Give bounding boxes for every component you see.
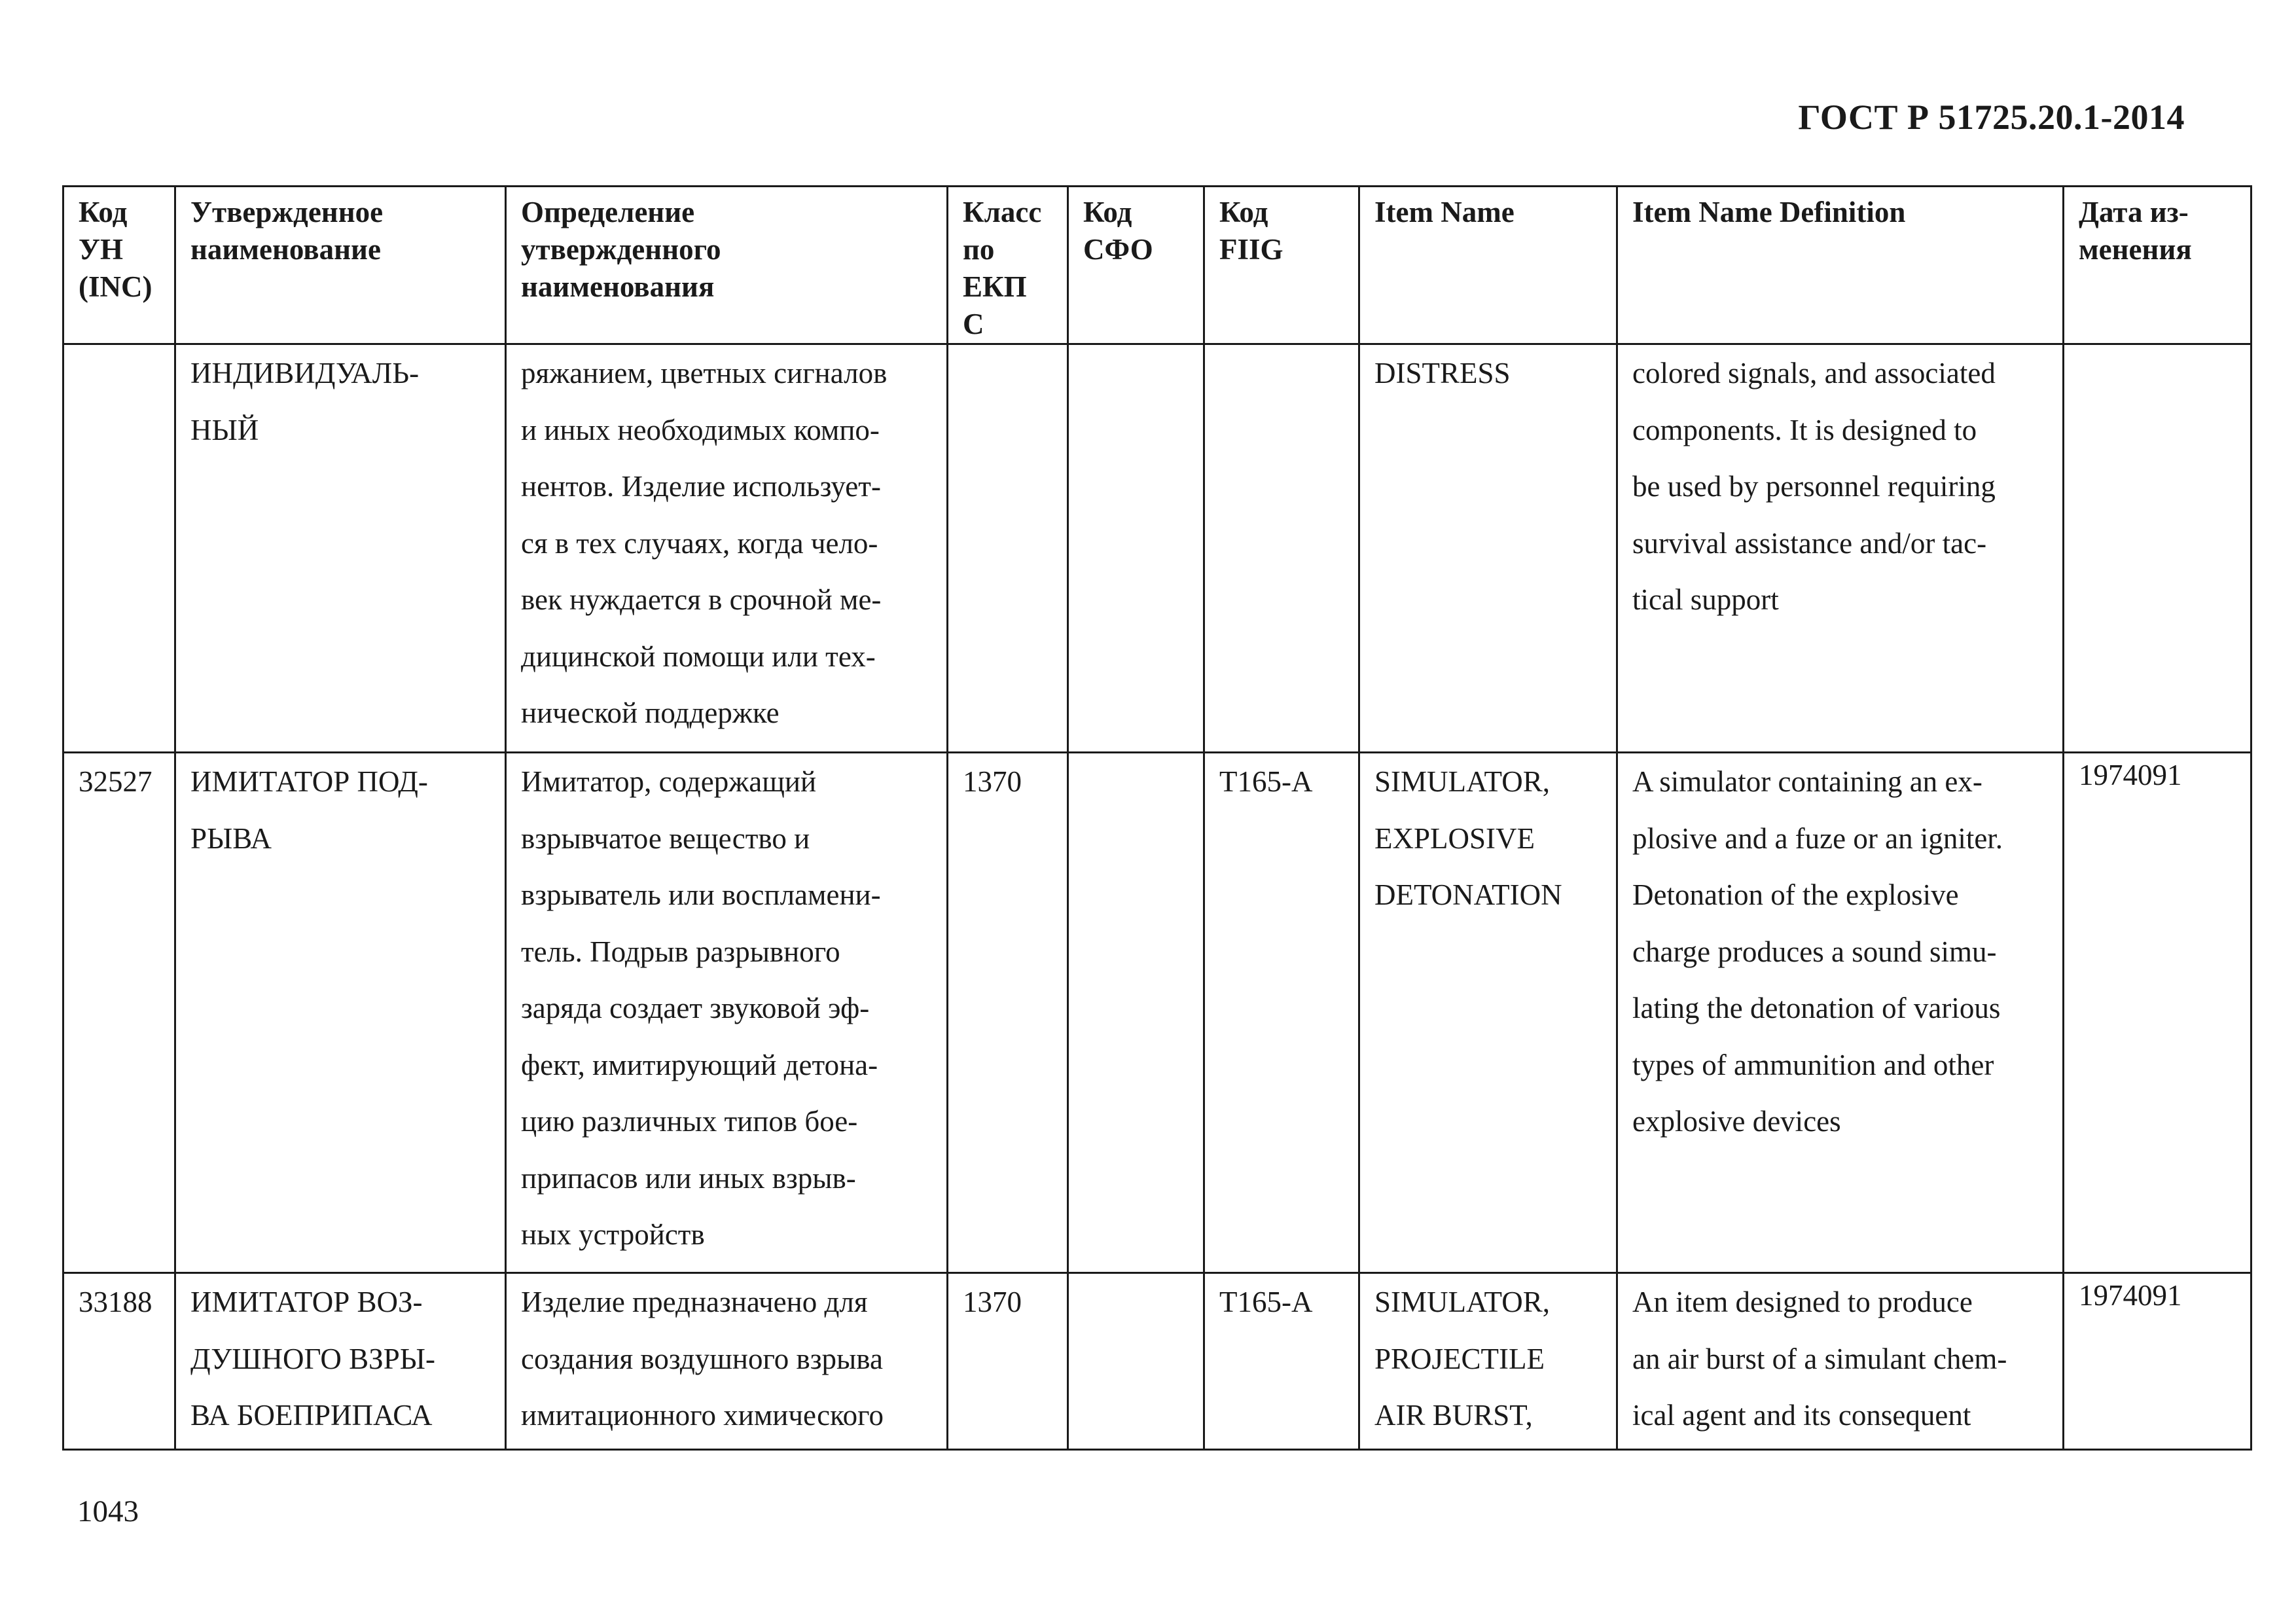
definition-cell: Имитатор, содержащий взрывчатое вещество и взрыватель или воспламени- тель. Подрыв разрывного заряда создает звуковой эф- фект, имитирующий детона- цию различных типов бое- припасов или иных взрыв- ных устройств (506, 753, 948, 1273)
sfo-cell (1068, 753, 1204, 1273)
date-cell: 1974091 (2064, 753, 2251, 1273)
standard-number: ГОСТ Р 51725.20.1-2014 (1798, 98, 2185, 137)
approved-name-cell: ИНДИВИДУАЛЬ- НЫЙ (175, 344, 506, 753)
page-number: 1043 (77, 1494, 139, 1528)
header-sfo-code: Код СФО (1068, 187, 1204, 344)
approved-name-cell: ИМИТАТОР ПОД- РЫВА (175, 753, 506, 1273)
header-definition: Определение утвержденного наименования (506, 187, 948, 344)
date-cell: 1974091 (2064, 1273, 2251, 1450)
table-row (63, 344, 2251, 753)
item-definition-cell: colored signals, and associated components. It is designed to be used by personnel requiring survival assistance and/or tac- tical support (1617, 344, 2064, 753)
sfo-cell (1068, 344, 1204, 753)
sfo-cell (1068, 1273, 1204, 1450)
item-name-cell: DISTRESS (1359, 344, 1617, 753)
inc-cell (63, 344, 175, 753)
header-approved-name: Утвержденное наименование (175, 187, 506, 344)
table-row (63, 753, 2251, 1273)
item-definition-cell: A simulator containing an ex- plosive and a fuze or an igniter. Detonation of the explosive charge produces a sound simu- lating the detonation of various types of ammunition and other explosive devices (1617, 753, 2064, 1273)
inc-cell: 33188 (63, 1273, 175, 1450)
class-cell: 1370 (948, 753, 1068, 1273)
header-change-date: Дата из- менения (2064, 187, 2251, 344)
definition-cell: Изделие предназначено для создания воздушного взрыва имитационного химического (506, 1273, 948, 1450)
fiig-cell (1204, 344, 1359, 753)
inc-cell: 32527 (63, 753, 175, 1273)
class-cell: 1370 (948, 1273, 1068, 1450)
item-definition-cell: An item designed to produce an air burst of a simulant chem- ical agent and its consequent (1617, 1273, 2064, 1450)
date-cell (2064, 344, 2251, 753)
table-row (63, 1273, 2251, 1450)
header-fiig-code: Код FIIG (1204, 187, 1359, 344)
class-cell (948, 344, 1068, 753)
header-item-name: Item Name (1359, 187, 1617, 344)
fiig-cell: T165-A (1204, 753, 1359, 1273)
header-class: Класс по ЕКП С (948, 187, 1068, 344)
fiig-cell: T165-A (1204, 1273, 1359, 1450)
approved-name-cell: ИМИТАТОР ВОЗ- ДУШНОГО ВЗРЫ- ВА БОЕПРИПАСА (175, 1273, 506, 1450)
definition-cell: ряжанием, цветных сигналов и иных необходимых компо- нентов. Изделие использует- ся в тех случаях, когда чело- век нуждается в срочной ме- дицинской помощи или тех- нической поддержке (506, 344, 948, 753)
item-name-cell: SIMULATOR, EXPLOSIVE DETONATION (1359, 753, 1617, 1273)
catalog-table (62, 185, 2252, 1451)
header-inc-code: Код УН (INC) (63, 187, 175, 344)
header-row (63, 187, 2251, 344)
header-item-name-definition: Item Name Definition (1617, 187, 2064, 344)
item-name-cell: SIMULATOR, PROJECTILE AIR BURST, (1359, 1273, 1617, 1450)
